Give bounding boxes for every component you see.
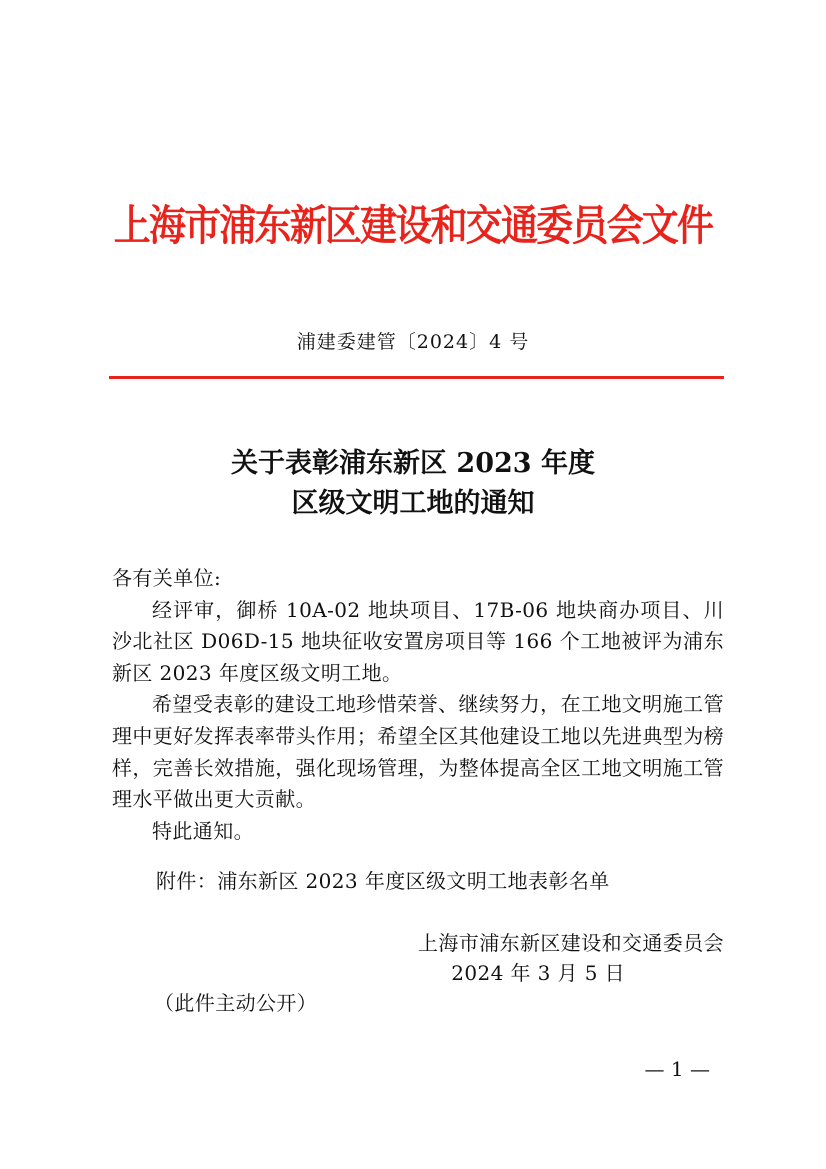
issue-date: 2024 年 3 月 5 日 xyxy=(451,961,625,985)
title-line-1: 关于表彰浦东新区 2023 年度 xyxy=(231,448,595,479)
body-paragraph-2: 希望受表彰的建设工地珍惜荣誉、继续努力，在工地文明施工管理中更好发挥表率带头作用；希望全区其他建设工地以先进典型为榜样，完善长效措施，强化现场管理，为整体提高全区工地文明施工管理水平做出更大贡献。 xyxy=(112,692,724,812)
page-number: — 1 — xyxy=(644,1057,710,1081)
document-title xyxy=(0,444,826,524)
salutation: 各有关单位: xyxy=(112,566,222,590)
issuing-authority: 上海市浦东新区建设和交通委员会 xyxy=(418,931,724,955)
document-number: 浦建委建管〔2024〕4 号 xyxy=(296,331,530,353)
body-paragraph-1: 经评审，御桥 10A-02 地块项目、17B-06 地块商办项目、川沙北社区 D06D-15 地块征收安置房项目等 166 个工地被评为浦东新区 2023 年度区级文明工地。 xyxy=(112,597,724,685)
attachment-line: 附件：浦东新区 2023 年度区级文明工地表彰名单 xyxy=(156,869,610,893)
title-line-2: 区级文明工地的通知 xyxy=(291,488,535,519)
red-divider-line xyxy=(109,376,724,379)
disclosure-note: （此件主动公开） xyxy=(154,991,318,1015)
document-masthead: 上海市浦东新区建设和交通委员会文件 xyxy=(113,201,713,250)
document-body xyxy=(112,563,724,847)
body-paragraph-3: 特此通知。 xyxy=(152,818,254,843)
